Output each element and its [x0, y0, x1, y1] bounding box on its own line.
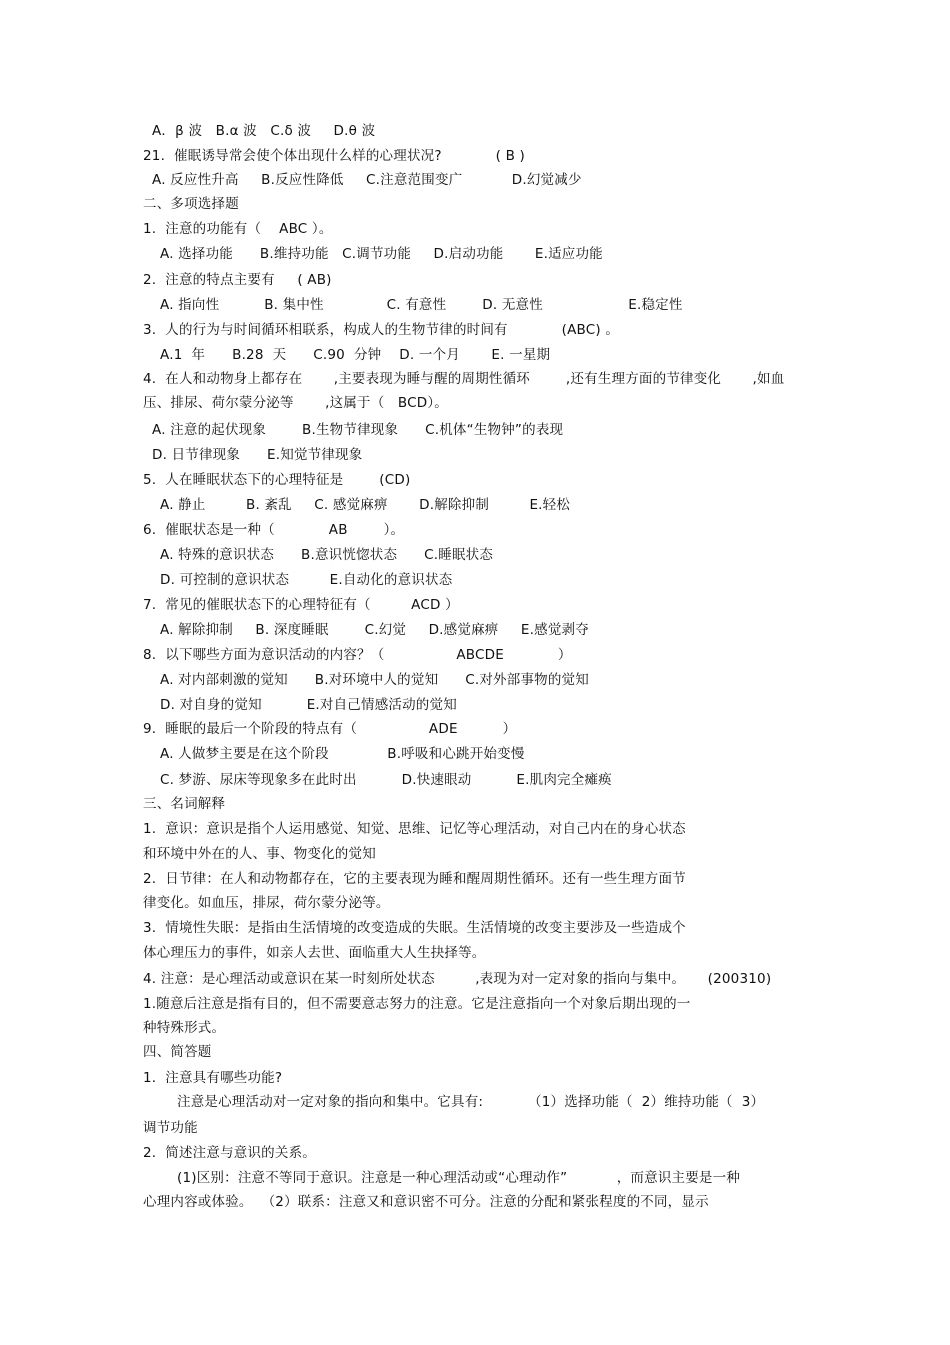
- question-21: 21. 催眠诱导常会使个体出现什么样的心理状况? ( B ): [143, 148, 525, 164]
- mc-question-8: 8. 以下哪些方面为意识活动的内容？（ ABCDE ）: [143, 647, 572, 663]
- term-4: 4. 注意：是心理活动或意识在某一时刻所处状态 ,表现为对一定对象的指向与集中。 (200310): [143, 971, 772, 987]
- short-answer-question-2: 2. 简述注意与意识的关系。: [143, 1145, 316, 1161]
- mc-question-9: 9. 睡眠的最后一个阶段的特点有（ ADE ）: [143, 721, 517, 737]
- mc-question-5: 5. 人在睡眠状态下的心理特征是 (CD): [143, 472, 411, 488]
- term-1-line-2: 和环境中外在的人、事、物变化的觉知: [143, 846, 376, 862]
- short-answer-1-line-1: 注意是心理活动对一定对象的指向和集中。它具有: （1）选择功能（ 2）维持功能（ 3）: [177, 1094, 765, 1110]
- mc-options-8-line-2: D. 对自身的觉知 E.对自己情感活动的觉知: [160, 697, 457, 713]
- mc-question-7: 7. 常见的催眠状态下的心理特征有（ ACD ）: [143, 597, 459, 613]
- section-heading-short-answer: 四、简答题: [143, 1044, 212, 1060]
- section-heading-terms: 三、名词解释: [143, 796, 226, 812]
- mc-options-6-line-1: A. 特殊的意识状态 B.意识恍惚状态 C.睡眠状态: [160, 547, 494, 563]
- mc-options-6-line-2: D. 可控制的意识状态 E.自动化的意识状态: [160, 572, 453, 588]
- term-3-line-2: 体心理压力的事件，如亲人去世、面临重大人生抉择等。: [143, 945, 486, 961]
- term-1-line-1: 1. 意识：意识是指个人运用感觉、知觉、思维、记忆等心理活动，对自己内在的身心状态: [143, 821, 686, 837]
- term-2-line-2: 律变化。如血压，排尿，荷尔蒙分泌等。: [143, 895, 390, 911]
- option-line-q20: A．β 波 B.α 波 C.δ 波 D.θ 波: [152, 123, 376, 139]
- mc-question-2: 2. 注意的特点主要有 ( AB): [143, 272, 332, 288]
- mc-options-5: A. 静止 B. 紊乱 C. 感觉麻痹 D.解除抑制 E.轻松: [160, 497, 571, 513]
- mc-options-3: A.1 年 B.28 天 C.90 分钟 D. 一个月 E. 一星期: [160, 347, 551, 363]
- short-answer-1-line-2: 调节功能: [143, 1120, 198, 1136]
- term-5-line-2: 种特殊形式。: [143, 1020, 226, 1036]
- short-answer-2-line-2: 心理内容或体验。 （2）联系：注意又和意识密不可分。注意的分配和紧张程度的不同，显示: [143, 1194, 709, 1210]
- section-heading-multiple-choice: 二、多项选择题: [143, 196, 239, 212]
- mc-options-9-line-1: A. 人做梦主要是在这个阶段 B.呼吸和心跳开始变慢: [160, 746, 525, 762]
- term-3-line-1: 3. 情境性失眠：是指由生活情境的改变造成的失眠。生活情境的改变主要涉及一些造成个: [143, 920, 686, 936]
- mc-question-4-line-2: 压、排尿、荷尔蒙分泌等 ,这属于（ BCD）。: [143, 395, 448, 411]
- mc-options-7: A. 解除抑制 B. 深度睡眠 C.幻觉 D.感觉麻痹 E.感觉剥夺: [160, 622, 589, 638]
- mc-question-3: 3. 人的行为与时间循环相联系，构成人的生物节律的时间有 (ABC) 。: [143, 322, 620, 338]
- short-answer-2-line-1: (1)区别：注意不等同于意识。注意是一种心理活动或“心理动作” ，而意识主要是一种: [177, 1170, 741, 1186]
- mc-question-6: 6. 催眠状态是一种（ AB ）。: [143, 522, 405, 538]
- mc-question-4-line-1: 4. 在人和动物身上都存在 ,主要表现为睡与醒的周期性循环 ,还有生理方面的节律变化 ,如血: [143, 371, 785, 387]
- term-5-line-1: 1.随意后注意是指有目的，但不需要意志努力的注意。它是注意指向一个对象后期出现的一: [143, 996, 691, 1012]
- short-answer-question-1: 1. 注意具有哪些功能?: [143, 1070, 283, 1086]
- mc-options-2: A. 指向性 B. 集中性 C. 有意性 D. 无意性 E.稳定性: [160, 297, 683, 313]
- mc-options-4-line-1: A. 注意的起伏现象 B.生物节律现象 C.机体“生物钟”的表现: [152, 422, 564, 438]
- term-2-line-1: 2. 日节律：在人和动物都存在，它的主要表现为睡和醒周期性循环。还有一些生理方面节: [143, 871, 686, 887]
- mc-options-8-line-1: A. 对内部刺激的觉知 B.对环境中人的觉知 C.对外部事物的觉知: [160, 672, 589, 688]
- option-line-q21: A. 反应性升高 B.反应性降低 C.注意范围变广 D.幻觉减少: [152, 172, 582, 188]
- mc-question-1: 1. 注意的功能有（ ABC ）。: [143, 221, 333, 237]
- mc-options-1: A. 选择功能 B.维持功能 C.调节功能 D.启动功能 E.适应功能: [160, 246, 603, 262]
- mc-options-4-line-2: D. 日节律现象 E.知觉节律现象: [152, 447, 363, 463]
- mc-options-9-line-2: C. 梦游、尿床等现象多在此时出 D.快速眼动 E.肌肉完全瘫痪: [160, 772, 612, 788]
